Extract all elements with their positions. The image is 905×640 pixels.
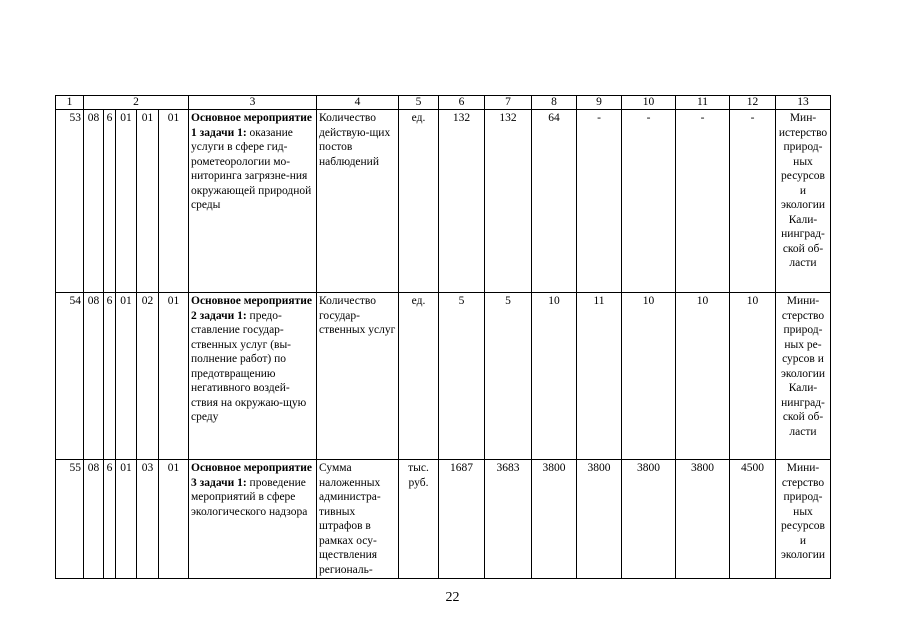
code-cell: 03: [137, 460, 159, 579]
header-cell: 8: [532, 96, 577, 110]
header-cell: 9: [577, 96, 622, 110]
header-cell: 13: [776, 96, 831, 110]
value-cell: 10: [622, 293, 676, 460]
header-cell: 10: [622, 96, 676, 110]
indicator-cell: Количество действую-щих постов наблюдений: [317, 110, 399, 293]
value-cell: -: [577, 110, 622, 293]
value-cell: -: [730, 110, 776, 293]
value-cell: 3800: [622, 460, 676, 579]
header-cell: 5: [399, 96, 439, 110]
page-number: 22: [445, 590, 460, 605]
code-cell: 01: [116, 110, 137, 293]
row-number-cell: 55: [56, 460, 84, 579]
activity-title: Основное мероприятие 3 задачи 1:: [191, 462, 313, 489]
code-cell: 6: [104, 293, 116, 460]
code-cell: 01: [159, 293, 189, 460]
activity-text: проведение мероприятий в сфере экологического надзора: [191, 476, 308, 518]
value-cell: -: [676, 110, 730, 293]
unit-cell: тыс. руб.: [399, 460, 439, 579]
code-cell: 6: [104, 110, 116, 293]
activity-title: Основное мероприятие 2 задачи 1:: [191, 295, 313, 322]
table-row: [56, 293, 831, 460]
value-cell: 11: [577, 293, 622, 460]
code-cell: 01: [116, 293, 137, 460]
code-cell: 08: [84, 293, 104, 460]
value-cell: 132: [439, 110, 485, 293]
column-number-row: [56, 96, 831, 110]
code-cell: 01: [159, 110, 189, 293]
code-cell: 01: [159, 460, 189, 579]
header-cell: 11: [676, 96, 730, 110]
code-cell: 01: [137, 110, 159, 293]
header-cell: 2: [84, 96, 189, 110]
unit-cell: ед.: [399, 110, 439, 293]
activity-cell: [189, 110, 317, 293]
code-cell: 6: [104, 460, 116, 579]
activity-cell: [189, 460, 317, 579]
code-cell: 08: [84, 460, 104, 579]
activity-text: оказание услуги в сфере гид-рометеорологии мо-ниторинга загрязне-ния окружающей природной среды: [191, 126, 312, 211]
value-cell: 5: [439, 293, 485, 460]
value-cell: 3800: [532, 460, 577, 579]
value-cell: 10: [730, 293, 776, 460]
header-cell: 7: [485, 96, 532, 110]
header-cell: 1: [56, 96, 84, 110]
value-cell: 10: [676, 293, 730, 460]
unit-cell: ед.: [399, 293, 439, 460]
code-cell: 01: [116, 460, 137, 579]
responsible-cell: Мин-истерство природ-ных ресурсов и экологии Кали-нинград-ской об-ласти: [776, 110, 831, 293]
activity-cell: [189, 293, 317, 460]
activity-title: Основное мероприятие 1 задачи 1:: [191, 112, 313, 139]
value-cell: 3800: [676, 460, 730, 579]
value-cell: 3800: [577, 460, 622, 579]
row-number-cell: 53: [56, 110, 84, 293]
value-cell: 3683: [485, 460, 532, 579]
indicator-cell: Сумма наложенных администра-тивных штрафов в рамках осу-ществления региональ-: [317, 460, 399, 579]
indicators-table: [55, 95, 831, 579]
code-cell: 02: [137, 293, 159, 460]
table-row: [56, 460, 831, 579]
value-cell: 10: [532, 293, 577, 460]
header-cell: 6: [439, 96, 485, 110]
value-cell: 4500: [730, 460, 776, 579]
header-cell: 4: [317, 96, 399, 110]
header-cell: 12: [730, 96, 776, 110]
header-cell: 3: [189, 96, 317, 110]
value-cell: 1687: [439, 460, 485, 579]
value-cell: -: [622, 110, 676, 293]
code-cell: 08: [84, 110, 104, 293]
activity-text: предо-ставление государ-ственных услуг (вы-полнение работ) по предотвращению негативного воздей-ствия на окружаю-щую среду: [191, 309, 307, 423]
value-cell: 132: [485, 110, 532, 293]
responsible-cell: Мини-стерство природ-ных ресурсов и экологии: [776, 460, 831, 579]
table-row: [56, 110, 831, 293]
responsible-cell: Мини-стерство природ-ных ре-сурсов и экологии Кали-нинград-ской об-ласти: [776, 293, 831, 460]
value-cell: 5: [485, 293, 532, 460]
row-number-cell: 54: [56, 293, 84, 460]
value-cell: 64: [532, 110, 577, 293]
indicator-cell: Количество государ-ственных услуг: [317, 293, 399, 460]
